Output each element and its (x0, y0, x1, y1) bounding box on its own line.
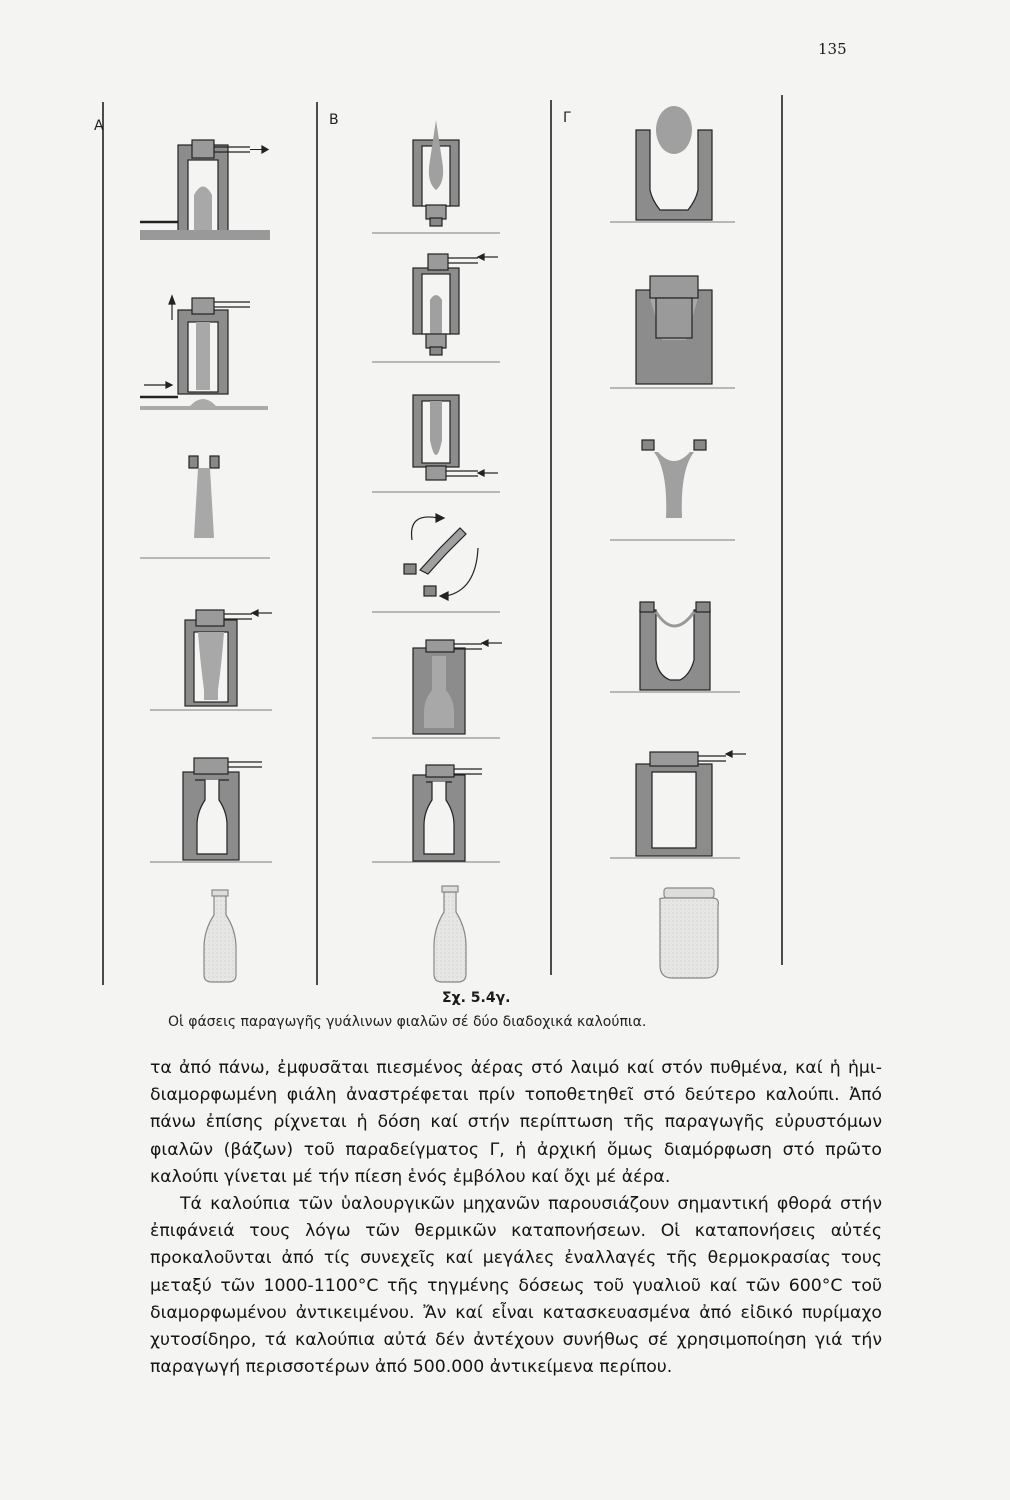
column-g-stage-4 (640, 602, 710, 690)
column-b-finished-bottle (434, 886, 466, 982)
paragraph: τα ἀπό πάνω, ἐμφυσᾶται πιεσμένος ἀέρας στό λαιμό καί στόν πυθμένα, καί ἡ ἡμι-διαμορφωμένη φιάλη ἀναστρέφεται πρίν τοποθετηθεῖ στό δεύτερο καλούπι. Ἀπό πάνω ἐπίσης ρίχνεται ἡ δόση καί στήν περίπτωση τῆς παραγωγῆς εὐρυστόμων φιαλῶν (βάζων) τοῦ παραδείγματος Γ, ἡ ἀρχική ὅμως διαμόρφωση στό πρῶτο καλούπι γίνεται μέ τήν πίεση ἑνός ἐμβόλου καί ὄχι μέ ἀέρα. (150, 1058, 882, 1187)
column-g-stage-1 (636, 106, 712, 220)
column-g-stage-5 (636, 751, 746, 856)
column-b-stage-5 (413, 640, 502, 734)
column-b-stage-1 (413, 120, 459, 226)
column-a-stage-3 (189, 456, 219, 538)
column-g-stage-2 (636, 276, 712, 384)
column-a-stage-4 (185, 610, 272, 706)
body-text (150, 1055, 882, 1381)
column-b-stage-3 (413, 395, 498, 480)
column-label-b: Β (329, 112, 339, 128)
paragraph: Τά καλούπια τῶν ὑαλουργικῶν μηχανῶν παρουσιάζουν σημαντική φθορά στήν ἐπιφάνειά τους λόγω τῶν θερμικῶν καταπονήσεων. Οἱ καταπονήσεις αὐτές προκαλοῦνται ἀπό τίς συνεχεῖς καί μεγάλες ἐναλλαγές τῆς θερμοκρασίας τους μεταξύ τῶν 1000-1100°C τῆς τηγμένης δόσεως τοῦ γυαλιοῦ καί τῶν 600°C τοῦ διαμορφωμένου ἀντικειμένου. Ἄν καί εἶναι κατασκευασμένα ἀπό εἰδικό πυρίμαχο χυτοσίδηρο, τά καλούπια αὐτά δέν ἀντέχουν συνήθως σέ χρησιμοποίηση γιά τήν παραγωγή περισσοτέρων ἀπό 500.000 ἀντικείμενα περίπου. (150, 1194, 882, 1378)
column-a-stage-1 (140, 140, 270, 240)
figure-caption-number: Σχ. 5.4γ. (442, 990, 511, 1006)
page-number: 135 (818, 40, 847, 58)
column-a-finished-bottle (204, 890, 236, 982)
column-a-stage-5 (183, 758, 262, 860)
column-label-g: Γ (563, 110, 571, 126)
column-b-stage-2 (413, 254, 498, 355)
figure-caption-text: Οἱ φάσεις παραγωγῆς γυάλινων φιαλῶν σέ δύο διαδοχικά καλούπια. (168, 1014, 647, 1030)
column-b-stage-6 (413, 765, 482, 861)
column-g-stage-3 (642, 440, 706, 518)
column-b-invert-step (404, 514, 478, 600)
column-a-stage-2 (140, 296, 268, 410)
column-label-a: Α (94, 118, 104, 134)
column-g-finished-jar (660, 888, 719, 978)
